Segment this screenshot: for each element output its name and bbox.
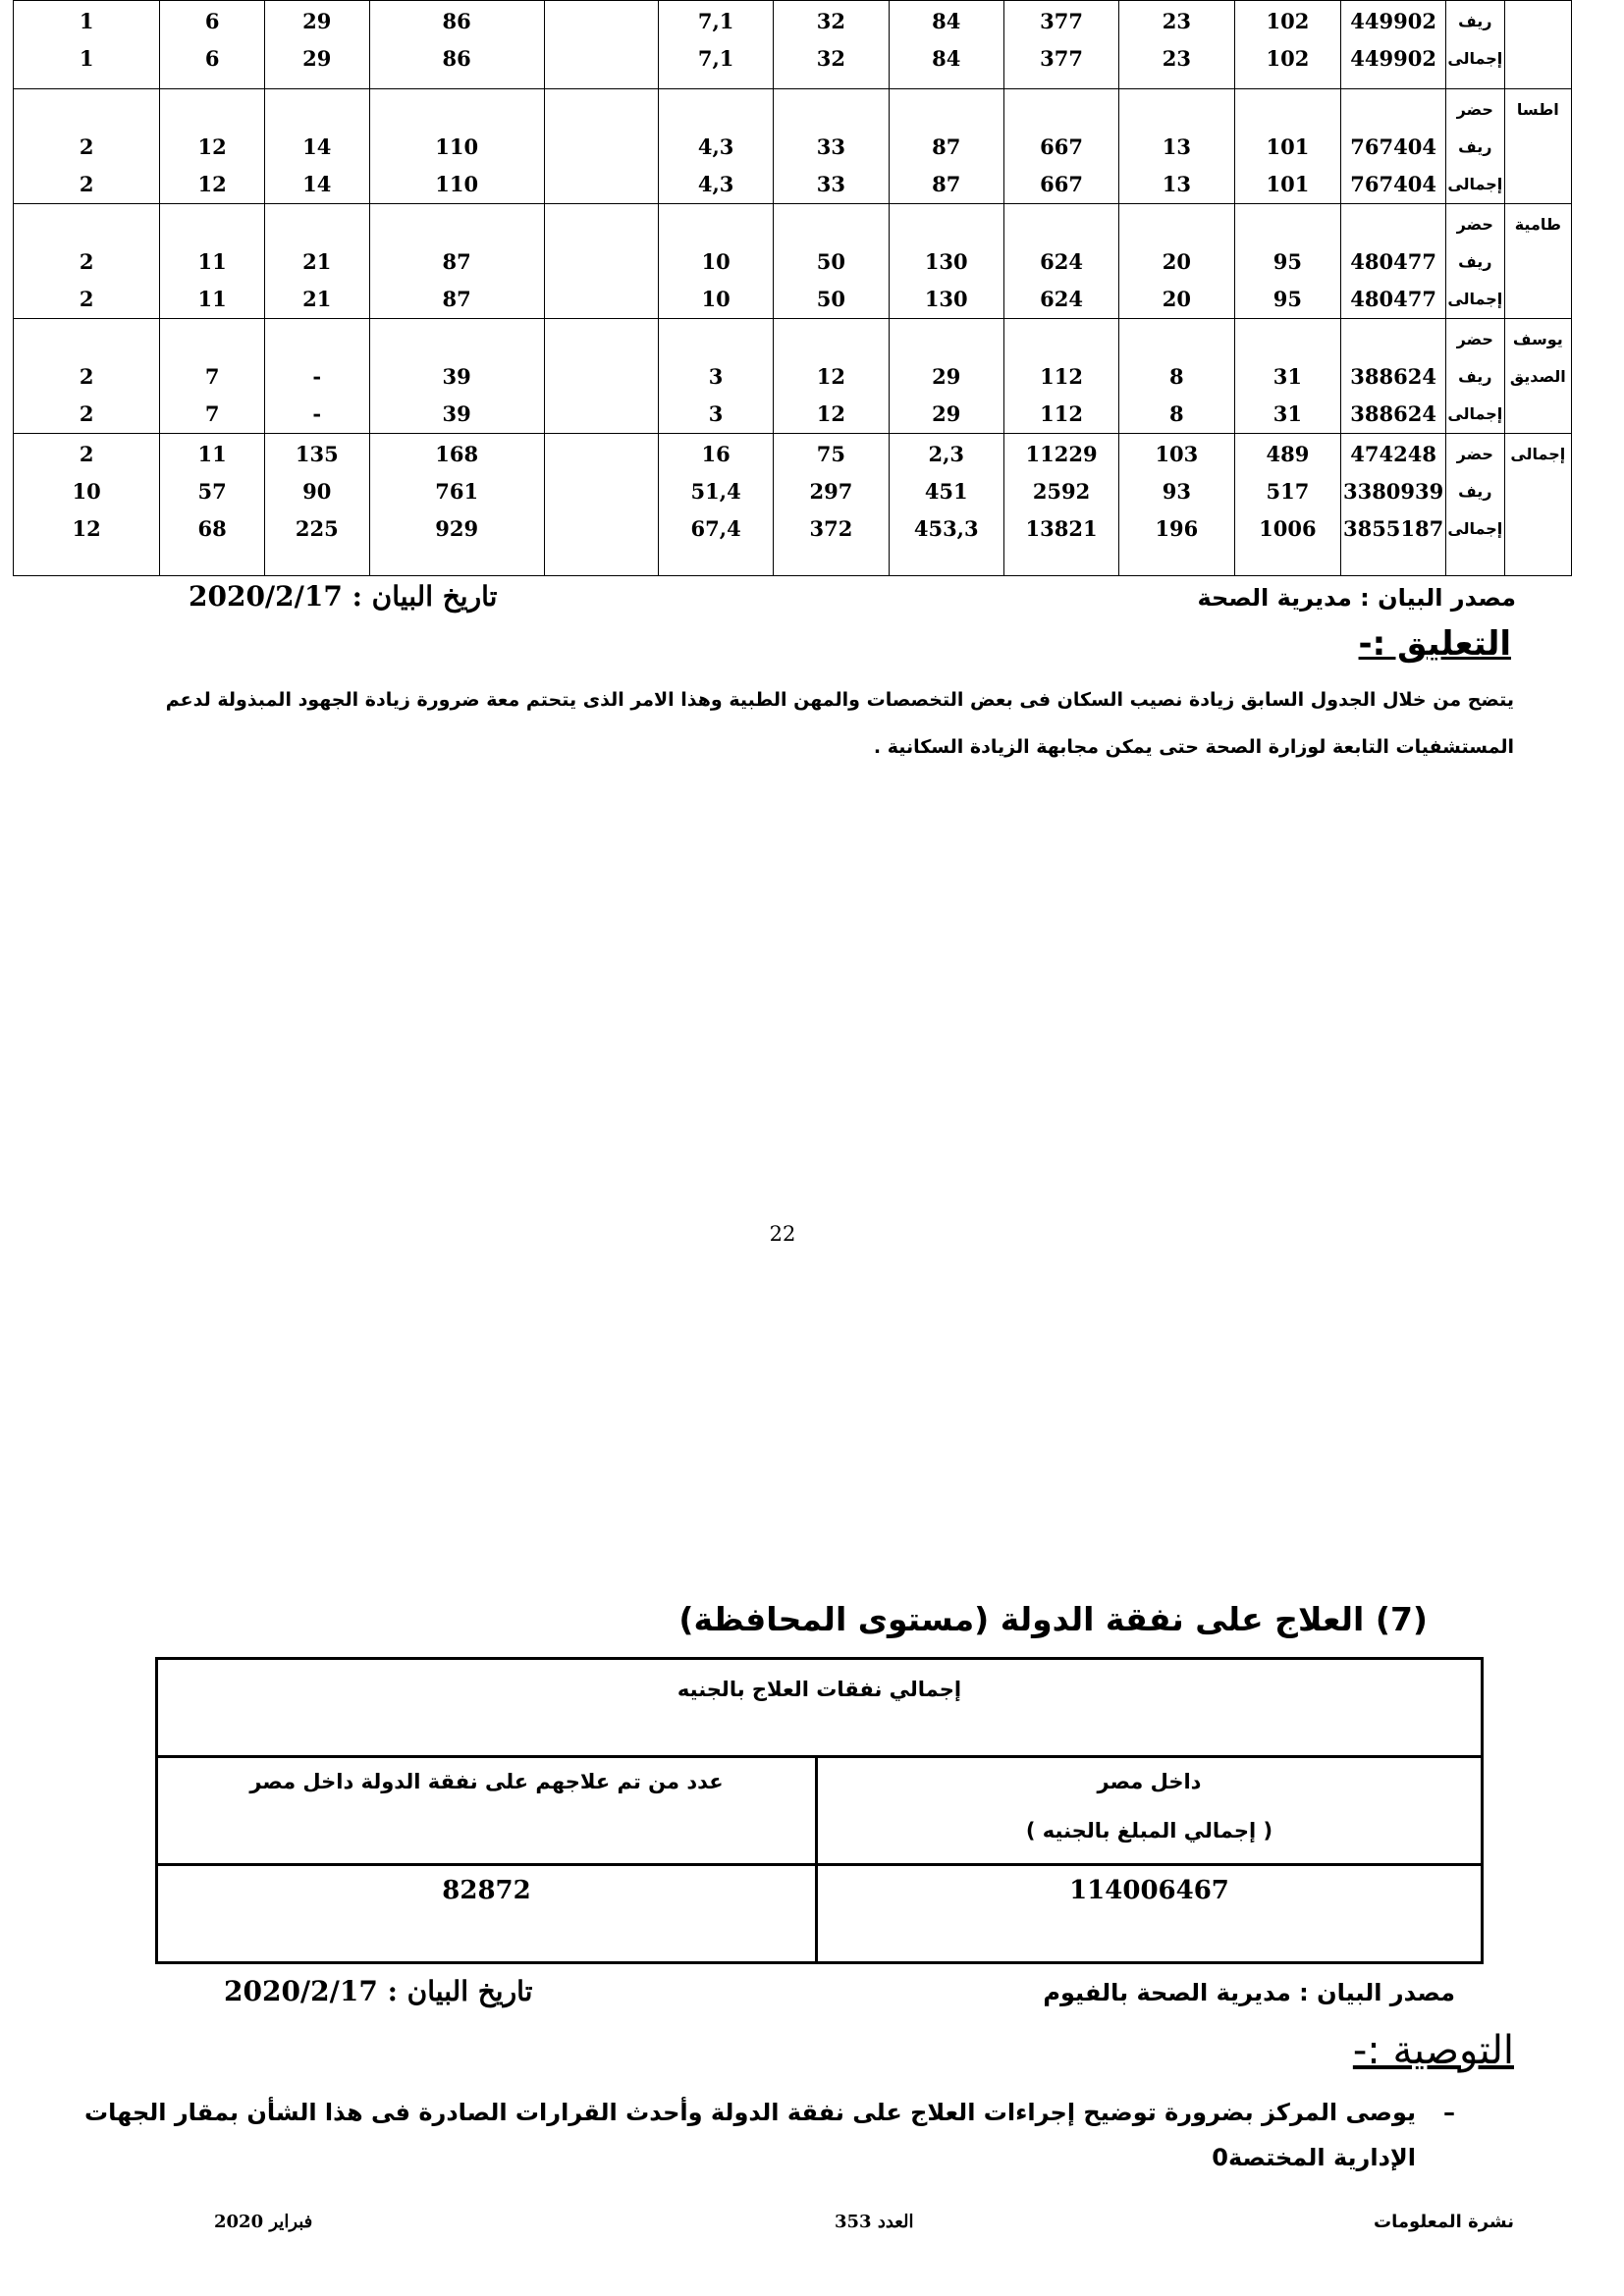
footer-date: فبراير 2020 — [214, 2212, 313, 2232]
cell-value — [545, 473, 658, 510]
cell-value: 33 — [816, 134, 846, 159]
cell-value: 31 — [1272, 401, 1303, 426]
cell-value: 489 — [1266, 442, 1310, 466]
cell-value: 225 — [295, 516, 339, 541]
table-cell — [889, 89, 1003, 204]
cell-value: 12 — [197, 172, 227, 196]
row-type-label: إجمالى — [1447, 290, 1503, 308]
cell-value: 168 — [435, 442, 479, 466]
table-row-group — [14, 204, 1572, 319]
cell-value — [545, 206, 658, 243]
cell-value — [1235, 91, 1341, 129]
cell-value: 377 — [1040, 9, 1083, 33]
cell-value — [1119, 321, 1233, 358]
table-cell — [1341, 1, 1446, 89]
table-cell — [658, 434, 773, 576]
cell-value: 13821 — [1025, 516, 1098, 541]
cell-value: 2592 — [1032, 479, 1091, 504]
cell-value: 377 — [1040, 46, 1083, 71]
table-cell — [160, 204, 265, 319]
table-row-group — [14, 1, 1572, 89]
table-cell — [14, 89, 160, 204]
cell-value: 667 — [1040, 134, 1083, 159]
cell-value — [14, 91, 159, 129]
row-type-cell — [1445, 319, 1504, 434]
cell-value: 667 — [1040, 172, 1083, 196]
cell-value: 11 — [197, 249, 227, 274]
cell-value: 32 — [816, 46, 846, 71]
cell-value: 29 — [932, 401, 961, 426]
cell-value: 87 — [932, 172, 961, 196]
table-cell — [369, 319, 544, 434]
cell-value: 8 — [1169, 401, 1184, 426]
cell-value: 767404 — [1350, 134, 1436, 159]
cell-value — [890, 321, 1003, 358]
table-cell — [774, 434, 889, 576]
cell-value: 135 — [295, 442, 339, 466]
district-name: طامية — [1514, 215, 1561, 234]
table-cell — [544, 1, 658, 89]
table-cell — [1003, 89, 1118, 204]
cell-value: 33 — [816, 172, 846, 196]
cell-value: 51,4 — [690, 479, 741, 504]
table-row-group — [14, 89, 1572, 204]
table-cell — [1234, 319, 1341, 434]
cell-value: 2 — [79, 134, 94, 159]
cell-value: 3 — [708, 364, 724, 389]
table-cell — [1119, 204, 1234, 319]
cell-value: 84 — [932, 46, 961, 71]
cell-value: 95 — [1272, 287, 1303, 311]
cell-value — [370, 91, 544, 129]
cell-value: 86 — [442, 46, 471, 71]
cell-value — [545, 358, 658, 396]
cell-value: 102 — [1266, 46, 1310, 71]
cell-value: 87 — [932, 134, 961, 159]
data-date-2: تاريخ البيان : 2020/2/17 — [224, 1975, 533, 2007]
cell-value: 23 — [1162, 46, 1191, 71]
cell-value — [545, 129, 658, 166]
table-cell — [1119, 1, 1234, 89]
cell-value — [160, 206, 264, 243]
cell-value: 29 — [932, 364, 961, 389]
table-cell — [889, 319, 1003, 434]
row-type-label: إجمالى — [1447, 519, 1503, 538]
cell-value: 130 — [924, 249, 968, 274]
footer-publication: نشرة المعلومات — [1374, 2212, 1514, 2232]
cell-value: 7 — [204, 401, 220, 426]
table-cell — [264, 89, 369, 204]
cell-value: - — [312, 401, 322, 426]
cell-value: 7,1 — [697, 46, 734, 71]
cell-value: 12 — [816, 364, 846, 389]
table-cell — [1341, 434, 1446, 576]
cell-value — [774, 206, 888, 243]
cell-value: 11229 — [1025, 442, 1098, 466]
cell-value: 388624 — [1350, 401, 1436, 426]
table-cell — [774, 319, 889, 434]
table-cell — [658, 319, 773, 434]
cell-value: 474248 — [1350, 442, 1436, 466]
cell-value: 84 — [932, 9, 961, 33]
cell-value: 1006 — [1259, 516, 1317, 541]
cell-value: 16 — [701, 442, 731, 466]
table-cell — [1341, 204, 1446, 319]
cell-value — [890, 91, 1003, 129]
row-type-label: حضر — [1456, 215, 1493, 234]
cell-value: 32 — [816, 9, 846, 33]
section-title: (7) العلاج على نفقة الدولة (مستوى المحافظة) — [678, 1600, 1428, 1638]
district-name: إجمالى — [1510, 445, 1566, 463]
cell-value: 929 — [435, 516, 479, 541]
district-cell — [1504, 434, 1571, 576]
page-number: 22 — [769, 1222, 796, 1246]
cell-value: 12 — [816, 401, 846, 426]
cell-value: 20 — [1162, 287, 1191, 311]
cell-value — [1004, 321, 1118, 358]
cell-value: 50 — [816, 249, 846, 274]
cell-value: 3 — [708, 401, 724, 426]
cell-value: 2 — [79, 401, 94, 426]
row-type-label: ريف — [1458, 482, 1492, 501]
table-row-group — [14, 319, 1572, 434]
amount-header-line-2: ( إجمالي المبلغ بالجنيه ) — [1025, 1819, 1273, 1842]
cell-value: 2 — [79, 172, 94, 196]
cell-value — [545, 3, 658, 40]
table-cell — [889, 204, 1003, 319]
table-cell — [658, 204, 773, 319]
data-source-2: مصدر البيان : مديرية الصحة بالفيوم — [1043, 1979, 1455, 2006]
cell-value: 39 — [442, 401, 471, 426]
table-cell — [14, 204, 160, 319]
cell-value — [545, 396, 658, 433]
cell-value: 453,3 — [913, 516, 979, 541]
cell-value: 297 — [809, 479, 853, 504]
cell-value — [370, 321, 544, 358]
cell-value — [545, 166, 658, 203]
cell-value — [370, 206, 544, 243]
district-cell — [1504, 89, 1571, 204]
cell-value: 12 — [197, 134, 227, 159]
cell-value: 110 — [435, 134, 479, 159]
row-type-label: ريف — [1458, 367, 1492, 386]
cell-value: 14 — [302, 172, 332, 196]
cell-value: 57 — [197, 479, 227, 504]
table-cell — [1341, 319, 1446, 434]
cell-value — [545, 510, 658, 548]
table-cell — [264, 319, 369, 434]
cell-value: 11 — [197, 287, 227, 311]
cell-value — [14, 321, 159, 358]
comment-line-1: يتضح من خلال الجدول السابق زيادة نصيب السكان فى بعض التخصصات والمهن الطبية وهذا الامر الذى يتحتم معة ضرورة زيادة الجهود المبذولة لدعم — [165, 689, 1514, 711]
cell-value: 86 — [442, 9, 471, 33]
cell-value — [1341, 206, 1445, 243]
table-cell — [1234, 1, 1341, 89]
table-cell — [658, 1, 773, 89]
cell-value — [265, 91, 369, 129]
table-cell — [1234, 434, 1341, 576]
row-type-label: ريف — [1458, 12, 1492, 30]
cell-value: 10 — [701, 249, 731, 274]
cell-value — [659, 206, 773, 243]
cell-value: 2 — [79, 287, 94, 311]
cell-value: 13 — [1162, 134, 1191, 159]
cell-value: 13 — [1162, 172, 1191, 196]
cell-value: 112 — [1040, 364, 1083, 389]
cell-value: 8 — [1169, 364, 1184, 389]
cell-value: - — [312, 364, 322, 389]
cell-value: 3380939 — [1342, 479, 1444, 504]
data-source: مصدر البيان : مديرية الصحة — [1197, 584, 1516, 612]
table-cell — [544, 319, 658, 434]
table-cell — [160, 434, 265, 576]
row-type-cell — [1445, 204, 1504, 319]
cell-value: 95 — [1272, 249, 1303, 274]
cell-value: 2 — [79, 249, 94, 274]
cell-value: 102 — [1266, 9, 1310, 33]
cell-value: 31 — [1272, 364, 1303, 389]
cell-value — [1119, 91, 1233, 129]
table-cell — [1234, 204, 1341, 319]
cell-value — [160, 321, 264, 358]
cell-value: 1 — [79, 46, 94, 71]
count-value: 82872 — [157, 1865, 817, 1963]
cell-value: 624 — [1040, 249, 1083, 274]
cell-value: 23 — [1162, 9, 1191, 33]
cell-value: 29 — [302, 46, 332, 71]
recommendation-heading: التوصية :- — [1352, 2028, 1514, 2073]
cell-value: 39 — [442, 364, 471, 389]
recommendation-line-2: الإدارية المختصة0 — [1212, 2144, 1416, 2171]
cell-value: 10 — [72, 479, 101, 504]
cell-value: 101 — [1266, 134, 1310, 159]
comment-heading: التعليق :- — [1358, 624, 1511, 664]
row-type-label: حضر — [1456, 100, 1493, 119]
cell-value: 7 — [204, 364, 220, 389]
cell-value: 14 — [302, 134, 332, 159]
cell-value: 29 — [302, 9, 332, 33]
table-cell — [14, 1, 160, 89]
cell-value: 196 — [1155, 516, 1199, 541]
cell-value: 7,1 — [697, 9, 734, 33]
cell-value: 372 — [809, 516, 853, 541]
district-name: يوسف — [1512, 330, 1563, 348]
district-cell — [1504, 204, 1571, 319]
cell-value: 767404 — [1350, 172, 1436, 196]
cell-value — [1235, 321, 1341, 358]
cell-value — [545, 40, 658, 78]
row-type-label: حضر — [1456, 445, 1493, 463]
table-cell — [544, 89, 658, 204]
district-name: اطسا — [1516, 100, 1559, 119]
cell-value: 480477 — [1350, 287, 1436, 311]
cell-value: 20 — [1162, 249, 1191, 274]
cell-value — [774, 91, 888, 129]
cell-value — [1341, 91, 1445, 129]
cell-value: 68 — [197, 516, 227, 541]
row-type-cell — [1445, 1, 1504, 89]
cell-value — [1004, 91, 1118, 129]
cell-value: 87 — [442, 287, 471, 311]
health-statistics-table — [13, 0, 1572, 576]
cell-value: 451 — [924, 479, 968, 504]
cell-value — [160, 91, 264, 129]
table-cell — [774, 204, 889, 319]
cell-value: 2 — [79, 364, 94, 389]
table-cell — [369, 434, 544, 576]
cell-value: 130 — [924, 287, 968, 311]
cell-value — [659, 321, 773, 358]
table-row-group — [14, 434, 1572, 576]
cell-value — [890, 206, 1003, 243]
table-cell — [369, 89, 544, 204]
cell-value: 12 — [72, 516, 101, 541]
comment-line-2: المستشفيات التابعة لوزارة الصحة حتى يمكن مجابهة الزيادة السكانية . — [873, 736, 1514, 758]
cell-value: 87 — [442, 249, 471, 274]
table-cell — [1003, 204, 1118, 319]
cell-value: 6 — [204, 9, 220, 33]
cell-value: 112 — [1040, 401, 1083, 426]
cell-value — [265, 321, 369, 358]
table-cell — [1341, 89, 1446, 204]
table-cell — [889, 434, 1003, 576]
cell-value: 75 — [816, 442, 846, 466]
table-cell — [160, 319, 265, 434]
table-cell — [774, 1, 889, 89]
cell-value: 388624 — [1350, 364, 1436, 389]
table-cell — [1119, 89, 1234, 204]
cell-value: 50 — [816, 287, 846, 311]
amount-value: 114006467 — [817, 1865, 1483, 1963]
cell-value: 110 — [435, 172, 479, 196]
cell-value — [1341, 321, 1445, 358]
cell-value: 4,3 — [697, 134, 734, 159]
table-cell — [160, 89, 265, 204]
cell-value — [1004, 206, 1118, 243]
table-cell — [1234, 89, 1341, 204]
treatment-expenses-table — [155, 1657, 1484, 1964]
row-type-label: إجمالى — [1447, 404, 1503, 423]
cell-value: 101 — [1266, 172, 1310, 196]
table-cell — [264, 434, 369, 576]
table-cell — [544, 434, 658, 576]
table-cell — [1003, 434, 1118, 576]
table-cell — [14, 434, 160, 576]
row-type-label: ريف — [1458, 252, 1492, 271]
cell-value — [545, 243, 658, 281]
table-cell — [1003, 319, 1118, 434]
cell-value: 761 — [435, 479, 479, 504]
cell-value: 21 — [302, 249, 332, 274]
table-cell — [658, 89, 773, 204]
cell-value: 2,3 — [928, 442, 964, 466]
table-cell — [369, 204, 544, 319]
cell-value: 2 — [79, 442, 94, 466]
cell-value — [545, 91, 658, 129]
cell-value — [545, 436, 658, 473]
cell-value: 3855187 — [1342, 516, 1444, 541]
count-column-header: عدد من تم علاجهم على نفقة الدولة داخل مصر — [157, 1757, 817, 1865]
table-cell — [264, 204, 369, 319]
cell-value — [774, 321, 888, 358]
data-date: تاريخ البيان : 2020/2/17 — [189, 580, 498, 613]
table-cell — [1119, 319, 1234, 434]
cell-value: 21 — [302, 287, 332, 311]
bullet-dash: – — [1443, 2099, 1455, 2126]
cell-value — [14, 206, 159, 243]
district-cell — [1504, 319, 1571, 434]
table-cell — [889, 1, 1003, 89]
row-type-label: ريف — [1458, 137, 1492, 156]
footer-issue: العدد 353 — [835, 2212, 914, 2232]
recommendation-line-1: يوصى المركز بضرورة توضيح إجراءات العلاج على نفقة الدولة وأحدث القرارات الصادرة فى هذا الشأن بمقار الجهات — [83, 2099, 1416, 2126]
table-cell — [160, 1, 265, 89]
table-cell — [774, 89, 889, 204]
cell-value: 624 — [1040, 287, 1083, 311]
table-cell — [544, 204, 658, 319]
row-type-label: إجمالى — [1447, 175, 1503, 193]
cell-value: 67,4 — [690, 516, 741, 541]
cell-value: 480477 — [1350, 249, 1436, 274]
row-type-label: إجمالى — [1447, 49, 1503, 68]
cell-value: 6 — [204, 46, 220, 71]
cell-value: 517 — [1266, 479, 1310, 504]
table-cell — [1119, 434, 1234, 576]
table-cell — [1003, 1, 1118, 89]
table-cell — [369, 1, 544, 89]
district-cell — [1504, 1, 1571, 89]
table-header: إجمالي نفقات العلاج بالجنيه — [157, 1659, 1483, 1757]
cell-value: 1 — [79, 9, 94, 33]
cell-value — [1119, 206, 1233, 243]
cell-value — [545, 321, 658, 358]
table-cell — [264, 1, 369, 89]
cell-value — [659, 91, 773, 129]
amount-header-line-1: داخل مصر — [1097, 1770, 1202, 1793]
cell-value: 93 — [1162, 479, 1191, 504]
row-type-label: حضر — [1456, 330, 1493, 348]
cell-value: 449902 — [1350, 9, 1436, 33]
cell-value: 4,3 — [697, 172, 734, 196]
row-type-cell — [1445, 434, 1504, 576]
cell-value: 449902 — [1350, 46, 1436, 71]
cell-value: 103 — [1155, 442, 1199, 466]
table-cell — [14, 319, 160, 434]
district-name: الصديق — [1509, 367, 1566, 386]
cell-value: 10 — [701, 287, 731, 311]
cell-value: 90 — [302, 479, 332, 504]
cell-value — [1235, 206, 1341, 243]
cell-value — [545, 281, 658, 318]
cell-value — [265, 206, 369, 243]
amount-column-header — [817, 1757, 1483, 1865]
cell-value: 11 — [197, 442, 227, 466]
row-type-cell — [1445, 89, 1504, 204]
